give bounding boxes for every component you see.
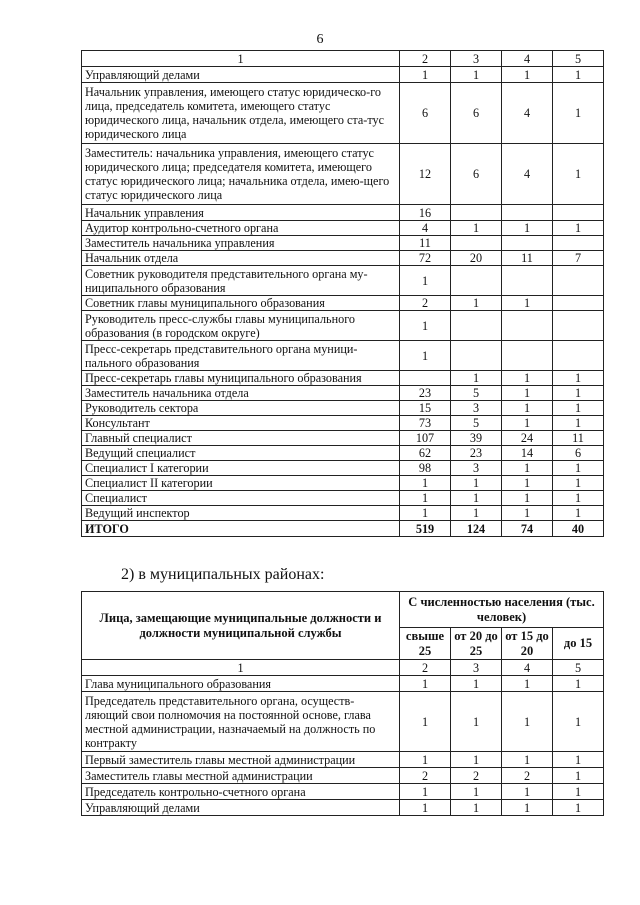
- count-cell: 2: [400, 768, 451, 784]
- count-cell: 1: [502, 67, 553, 83]
- table-row: [82, 416, 604, 431]
- count-cell: 11: [400, 236, 451, 251]
- count-cell: [451, 205, 502, 221]
- count-cell: 1: [451, 800, 502, 816]
- position-label: Глава муниципального образования: [82, 676, 400, 692]
- table-row: [82, 784, 604, 800]
- count-cell: [400, 371, 451, 386]
- count-cell: 3: [451, 401, 502, 416]
- total-cell: 40: [553, 521, 604, 537]
- position-label: Начальник управления, имеющего статус юридическо-го лица, председатель комитета, имеющего статус юридического лица, начальник отдела, имеющего ста-тус юридического лица: [82, 83, 400, 144]
- table-row: [82, 401, 604, 416]
- count-cell: 1: [451, 296, 502, 311]
- count-cell: 1: [553, 800, 604, 816]
- page-number: 6: [316, 32, 324, 47]
- count-cell: 1: [451, 371, 502, 386]
- total-row: [82, 521, 604, 537]
- count-cell: 1: [502, 476, 553, 491]
- count-cell: 1: [502, 386, 553, 401]
- position-label: Начальник отдела: [82, 251, 400, 266]
- count-cell: 1: [553, 371, 604, 386]
- position-label: Первый заместитель главы местной администрации: [82, 752, 400, 768]
- position-label: Председатель представительного органа, осуществ-ляющий свои полномочия на постоянной основе, глава местной администрации, назначаемый на должность по контракту: [82, 692, 400, 752]
- count-cell: 3: [451, 461, 502, 476]
- count-cell: 39: [451, 431, 502, 446]
- staff-table-urban: [81, 50, 604, 537]
- count-cell: 1: [502, 676, 553, 692]
- count-cell: 1: [553, 491, 604, 506]
- table-row: [82, 205, 604, 221]
- count-cell: 1: [553, 416, 604, 431]
- count-cell: 1: [502, 401, 553, 416]
- count-cell: 1: [553, 461, 604, 476]
- count-cell: 4: [400, 221, 451, 236]
- count-cell: 1: [553, 752, 604, 768]
- population-range-header: свыше 25: [400, 628, 451, 660]
- position-label: Председатель контрольно-счетного органа: [82, 784, 400, 800]
- position-label: Руководитель пресс-службы главы муниципального образования (в городском округе): [82, 311, 400, 341]
- count-cell: 1: [502, 461, 553, 476]
- position-label: Управляющий делами: [82, 67, 400, 83]
- column-number: 1: [82, 660, 400, 676]
- total-cell: 74: [502, 521, 553, 537]
- total-label: ИТОГО: [82, 521, 400, 537]
- count-cell: 107: [400, 431, 451, 446]
- count-cell: 1: [553, 144, 604, 205]
- count-cell: 1: [502, 491, 553, 506]
- position-label: Заместитель: начальника управления, имеющего статус юридического лица; председателя комитета, имеющего статус юридического лица; начальника отдела, имею-щего статус юридического лица: [82, 144, 400, 205]
- table-row: [82, 221, 604, 236]
- table-row: [82, 768, 604, 784]
- total-cell: 519: [400, 521, 451, 537]
- position-label: Пресс-секретарь главы муниципального образования: [82, 371, 400, 386]
- staff-table-districts: [81, 591, 604, 816]
- position-label: Главный специалист: [82, 431, 400, 446]
- count-cell: 1: [553, 476, 604, 491]
- position-label: Ведущий специалист: [82, 446, 400, 461]
- table-row: [82, 386, 604, 401]
- position-label: Заместитель главы местной администрации: [82, 768, 400, 784]
- count-cell: 1: [400, 491, 451, 506]
- count-cell: 1: [400, 800, 451, 816]
- count-cell: 1: [400, 506, 451, 521]
- count-cell: 1: [451, 491, 502, 506]
- count-cell: 1: [502, 692, 553, 752]
- count-cell: 2: [502, 768, 553, 784]
- count-cell: 1: [553, 506, 604, 521]
- column-number: 1: [82, 51, 400, 67]
- table-row: [82, 83, 604, 144]
- table-row: [82, 800, 604, 816]
- count-cell: 6: [451, 144, 502, 205]
- table-row: [82, 476, 604, 491]
- header-row: [82, 592, 604, 628]
- count-cell: [553, 266, 604, 296]
- count-cell: 4: [502, 83, 553, 144]
- column-number-row: [82, 660, 604, 676]
- count-cell: 73: [400, 416, 451, 431]
- total-cell: 124: [451, 521, 502, 537]
- count-cell: 1: [553, 676, 604, 692]
- count-cell: 1: [451, 784, 502, 800]
- count-cell: 72: [400, 251, 451, 266]
- table-row: [82, 692, 604, 752]
- column-number: 5: [553, 660, 604, 676]
- count-cell: [502, 311, 553, 341]
- position-label: Специалист II категории: [82, 476, 400, 491]
- count-cell: 6: [451, 83, 502, 144]
- count-cell: [502, 205, 553, 221]
- table-row: [82, 461, 604, 476]
- count-cell: 1: [451, 476, 502, 491]
- table-row: [82, 251, 604, 266]
- count-cell: 5: [451, 416, 502, 431]
- position-label: Специалист I категории: [82, 461, 400, 476]
- count-cell: 20: [451, 251, 502, 266]
- position-label: Управляющий делами: [82, 800, 400, 816]
- count-cell: 1: [502, 752, 553, 768]
- position-label: Заместитель начальника управления: [82, 236, 400, 251]
- count-cell: 1: [553, 83, 604, 144]
- count-cell: 1: [451, 221, 502, 236]
- count-cell: 1: [400, 476, 451, 491]
- position-label: Консультант: [82, 416, 400, 431]
- count-cell: 2: [400, 296, 451, 311]
- count-cell: 6: [553, 446, 604, 461]
- population-range-header: до 15: [553, 628, 604, 660]
- table-row: [82, 296, 604, 311]
- count-cell: 16: [400, 205, 451, 221]
- count-cell: [451, 266, 502, 296]
- position-label: Пресс-секретарь представительного органа муници-пального образования: [82, 341, 400, 371]
- population-range-header: от 20 до 25: [451, 628, 502, 660]
- count-cell: 1: [502, 296, 553, 311]
- table-row: [82, 506, 604, 521]
- count-cell: 1: [451, 752, 502, 768]
- position-label: Ведущий инспектор: [82, 506, 400, 521]
- count-cell: 7: [553, 251, 604, 266]
- count-cell: 1: [553, 67, 604, 83]
- count-cell: 4: [502, 144, 553, 205]
- count-cell: 1: [400, 692, 451, 752]
- count-cell: 1: [553, 401, 604, 416]
- count-cell: 1: [400, 676, 451, 692]
- count-cell: [553, 205, 604, 221]
- table-row: [82, 266, 604, 296]
- table-row: [82, 446, 604, 461]
- table-row: [82, 752, 604, 768]
- count-cell: 1: [400, 341, 451, 371]
- count-cell: 1: [553, 784, 604, 800]
- population-range-header: от 15 до 20: [502, 628, 553, 660]
- count-cell: 1: [502, 784, 553, 800]
- count-cell: 1: [400, 752, 451, 768]
- count-cell: [502, 341, 553, 371]
- count-cell: 12: [400, 144, 451, 205]
- table-row: [82, 236, 604, 251]
- position-label: Советник главы муниципального образования: [82, 296, 400, 311]
- count-cell: 15: [400, 401, 451, 416]
- position-label: Аудитор контрольно-счетного органа: [82, 221, 400, 236]
- count-cell: [553, 311, 604, 341]
- count-cell: 1: [400, 784, 451, 800]
- count-cell: 11: [553, 431, 604, 446]
- count-cell: 1: [553, 768, 604, 784]
- count-cell: 14: [502, 446, 553, 461]
- count-cell: 1: [553, 221, 604, 236]
- table-row: [82, 341, 604, 371]
- table-row: [82, 67, 604, 83]
- count-cell: 1: [400, 266, 451, 296]
- count-cell: 1: [400, 311, 451, 341]
- column-number: 3: [451, 660, 502, 676]
- count-cell: 1: [502, 800, 553, 816]
- count-cell: 62: [400, 446, 451, 461]
- table-row: [82, 491, 604, 506]
- position-label: Советник руководителя представительного органа му-ниципального образования: [82, 266, 400, 296]
- count-cell: 1: [502, 221, 553, 236]
- count-cell: 98: [400, 461, 451, 476]
- count-cell: [553, 236, 604, 251]
- count-cell: 1: [451, 676, 502, 692]
- count-cell: 5: [451, 386, 502, 401]
- count-cell: 11: [502, 251, 553, 266]
- table-row: [82, 371, 604, 386]
- count-cell: 1: [400, 67, 451, 83]
- header-population-group: С численностью населения (тыс. человек): [400, 592, 604, 628]
- count-cell: [553, 296, 604, 311]
- table-row: [82, 431, 604, 446]
- column-number: 4: [502, 660, 553, 676]
- header-positions: Лица, замещающие муниципальные должности и должности муниципальной службы: [82, 592, 400, 660]
- table-row: [82, 144, 604, 205]
- count-cell: 2: [451, 768, 502, 784]
- count-cell: 1: [451, 506, 502, 521]
- table-row: [82, 676, 604, 692]
- position-label: Руководитель сектора: [82, 401, 400, 416]
- count-cell: 1: [451, 67, 502, 83]
- count-cell: 6: [400, 83, 451, 144]
- table-row: [82, 311, 604, 341]
- count-cell: [451, 341, 502, 371]
- count-cell: [553, 341, 604, 371]
- position-label: Заместитель начальника отдела: [82, 386, 400, 401]
- position-label: Начальник управления: [82, 205, 400, 221]
- count-cell: 1: [502, 506, 553, 521]
- position-label: Специалист: [82, 491, 400, 506]
- count-cell: [502, 266, 553, 296]
- count-cell: 1: [553, 386, 604, 401]
- count-cell: 24: [502, 431, 553, 446]
- count-cell: 23: [451, 446, 502, 461]
- count-cell: [451, 236, 502, 251]
- count-cell: 1: [502, 371, 553, 386]
- count-cell: 1: [451, 692, 502, 752]
- count-cell: [502, 236, 553, 251]
- section-heading: 2) в муниципальных районах:: [121, 566, 325, 583]
- column-number: 2: [400, 660, 451, 676]
- column-number: 2: [400, 51, 451, 67]
- column-number: 4: [502, 51, 553, 67]
- column-number-row: [82, 51, 604, 67]
- count-cell: [451, 311, 502, 341]
- count-cell: 1: [553, 692, 604, 752]
- column-number: 5: [553, 51, 604, 67]
- count-cell: 23: [400, 386, 451, 401]
- column-number: 3: [451, 51, 502, 67]
- count-cell: 1: [502, 416, 553, 431]
